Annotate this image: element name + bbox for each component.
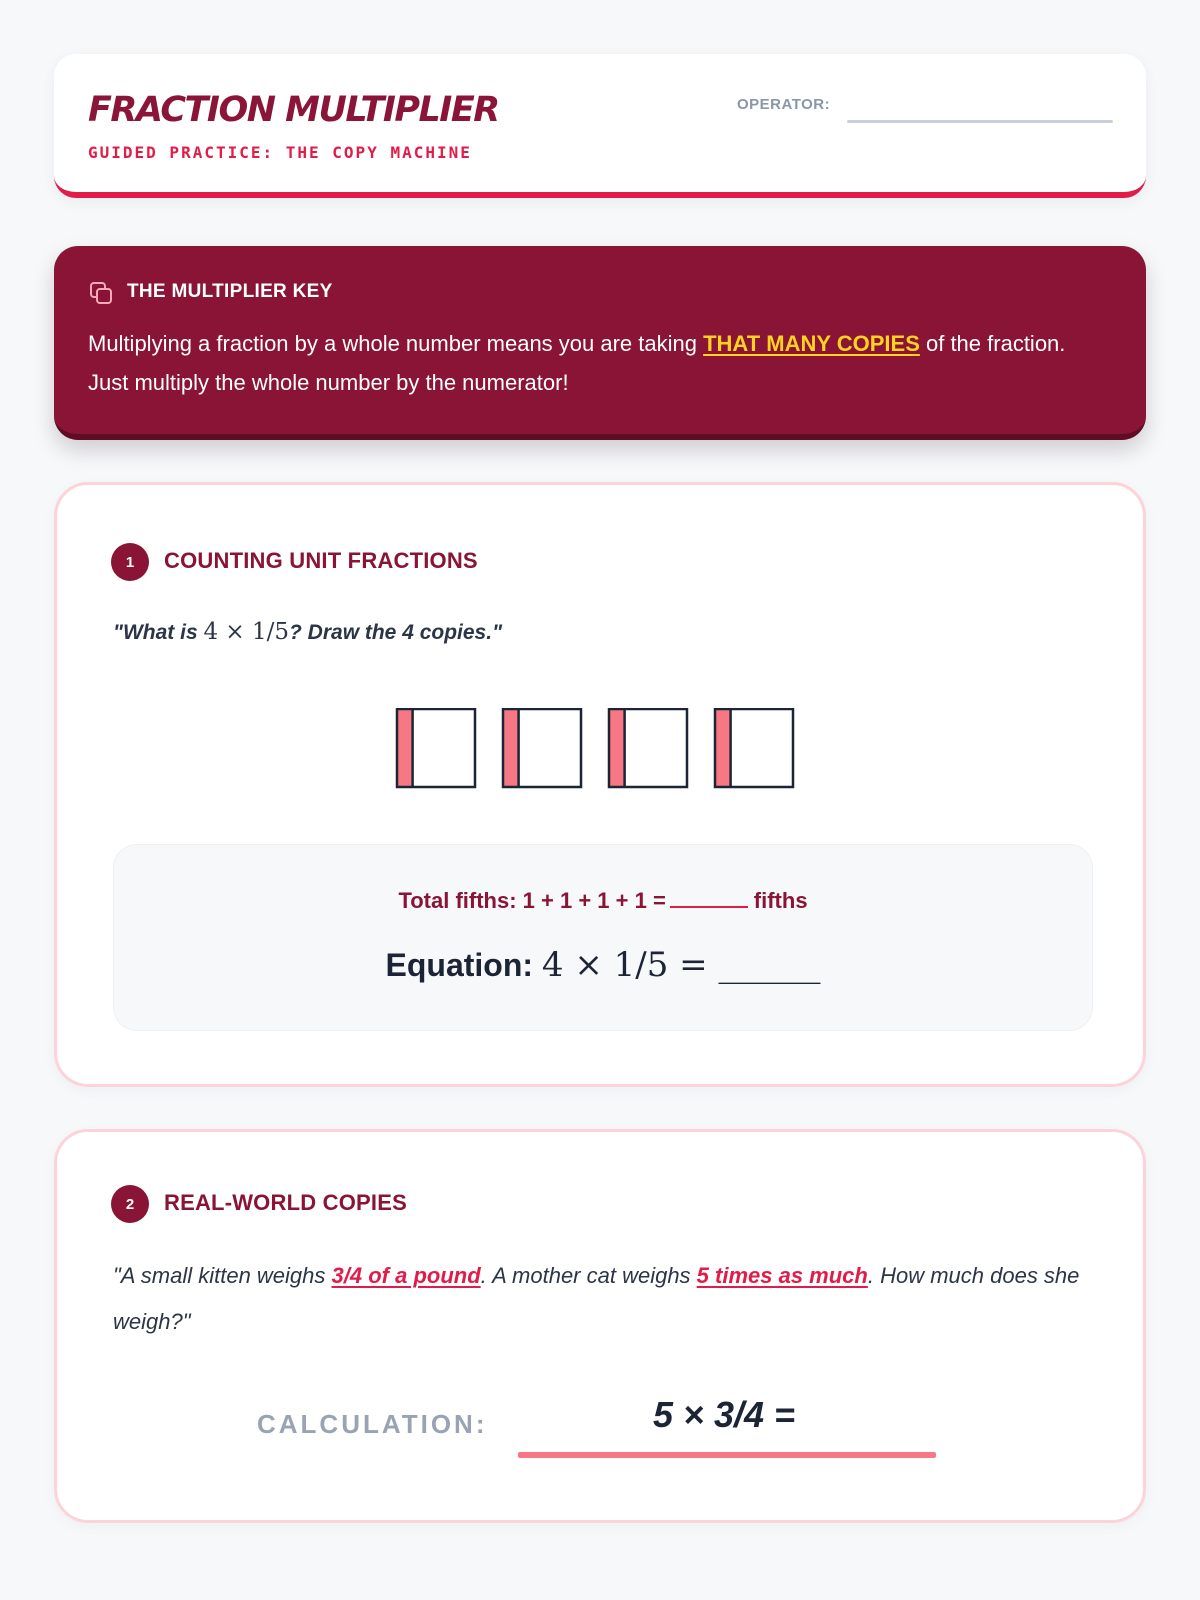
page-title: FRACTION MULTIPLIER [88,90,499,130]
header-card [54,54,1146,198]
calculation-answer-line[interactable] [518,1452,936,1458]
equation-label: Equation: [385,947,534,983]
equation-line [114,945,1092,985]
total-label: Total fifths: 1 + 1 + 1 + 1 = [398,888,666,913]
shaded-unit-part [504,710,519,786]
section-title: REAL-WORLD COPIES [164,1190,407,1215]
total-unit: fifths [753,888,808,913]
key-highlight: THAT MANY COPIES [703,331,920,356]
shaded-unit-part [716,710,731,786]
prompt-text-after: ? Draw the 4 copies." [289,621,503,644]
key-text [88,324,1098,402]
copy-icon [88,280,114,306]
total-fifths-line [114,888,1092,914]
total-answer-blank[interactable] [670,906,748,908]
calculation-expression: 5 × 3/4 = [652,1394,796,1435]
section-title: COUNTING UNIT FRACTIONS [164,548,478,573]
question-prompt [113,619,502,645]
key-text-after: of the fraction. Just multiply the whole number by the numerator! [88,331,1066,395]
word-problem [113,1253,1103,1345]
fraction-model-box[interactable] [715,709,793,787]
kitten-weight-highlight: 3/4 of a pound [331,1263,481,1288]
step-number-badge: 1 [111,543,149,581]
page-subtitle: GUIDED PRACTICE: THE COPY MACHINE [88,143,472,162]
calculation-label: CALCULATION: [257,1409,488,1439]
section-real-world-copies [54,1129,1146,1523]
shaded-unit-part [610,710,625,786]
prompt-math: 4 × 1/5 [203,619,290,645]
section-counting-unit-fractions [54,482,1146,1087]
equation-math[interactable]: 4 × 1/5 = ______ [541,945,821,985]
problem-text-1: "A small kitten weighs [113,1263,332,1288]
operator-label: OPERATOR: [737,96,831,113]
fraction-model-box[interactable] [609,709,687,787]
key-title: THE MULTIPLIER KEY [127,281,333,302]
shaded-unit-part [398,710,413,786]
key-text-before: Multiplying a fraction by a whole number means you are taking [88,331,704,356]
problem-text-2: . A mother cat weighs [480,1263,697,1288]
fraction-model-box[interactable] [397,709,475,787]
prompt-text-before: "What is [113,621,204,644]
fraction-model-row[interactable] [57,708,1149,790]
answer-panel [113,844,1093,1031]
step-number-badge: 2 [111,1185,149,1223]
fraction-model-box[interactable] [503,709,581,787]
multiplier-highlight: 5 times as much [696,1263,868,1288]
operator-name-field[interactable] [847,120,1113,123]
multiplier-key-box [54,246,1146,440]
problem-text-3: . How much does she weigh?" [113,1263,1080,1334]
